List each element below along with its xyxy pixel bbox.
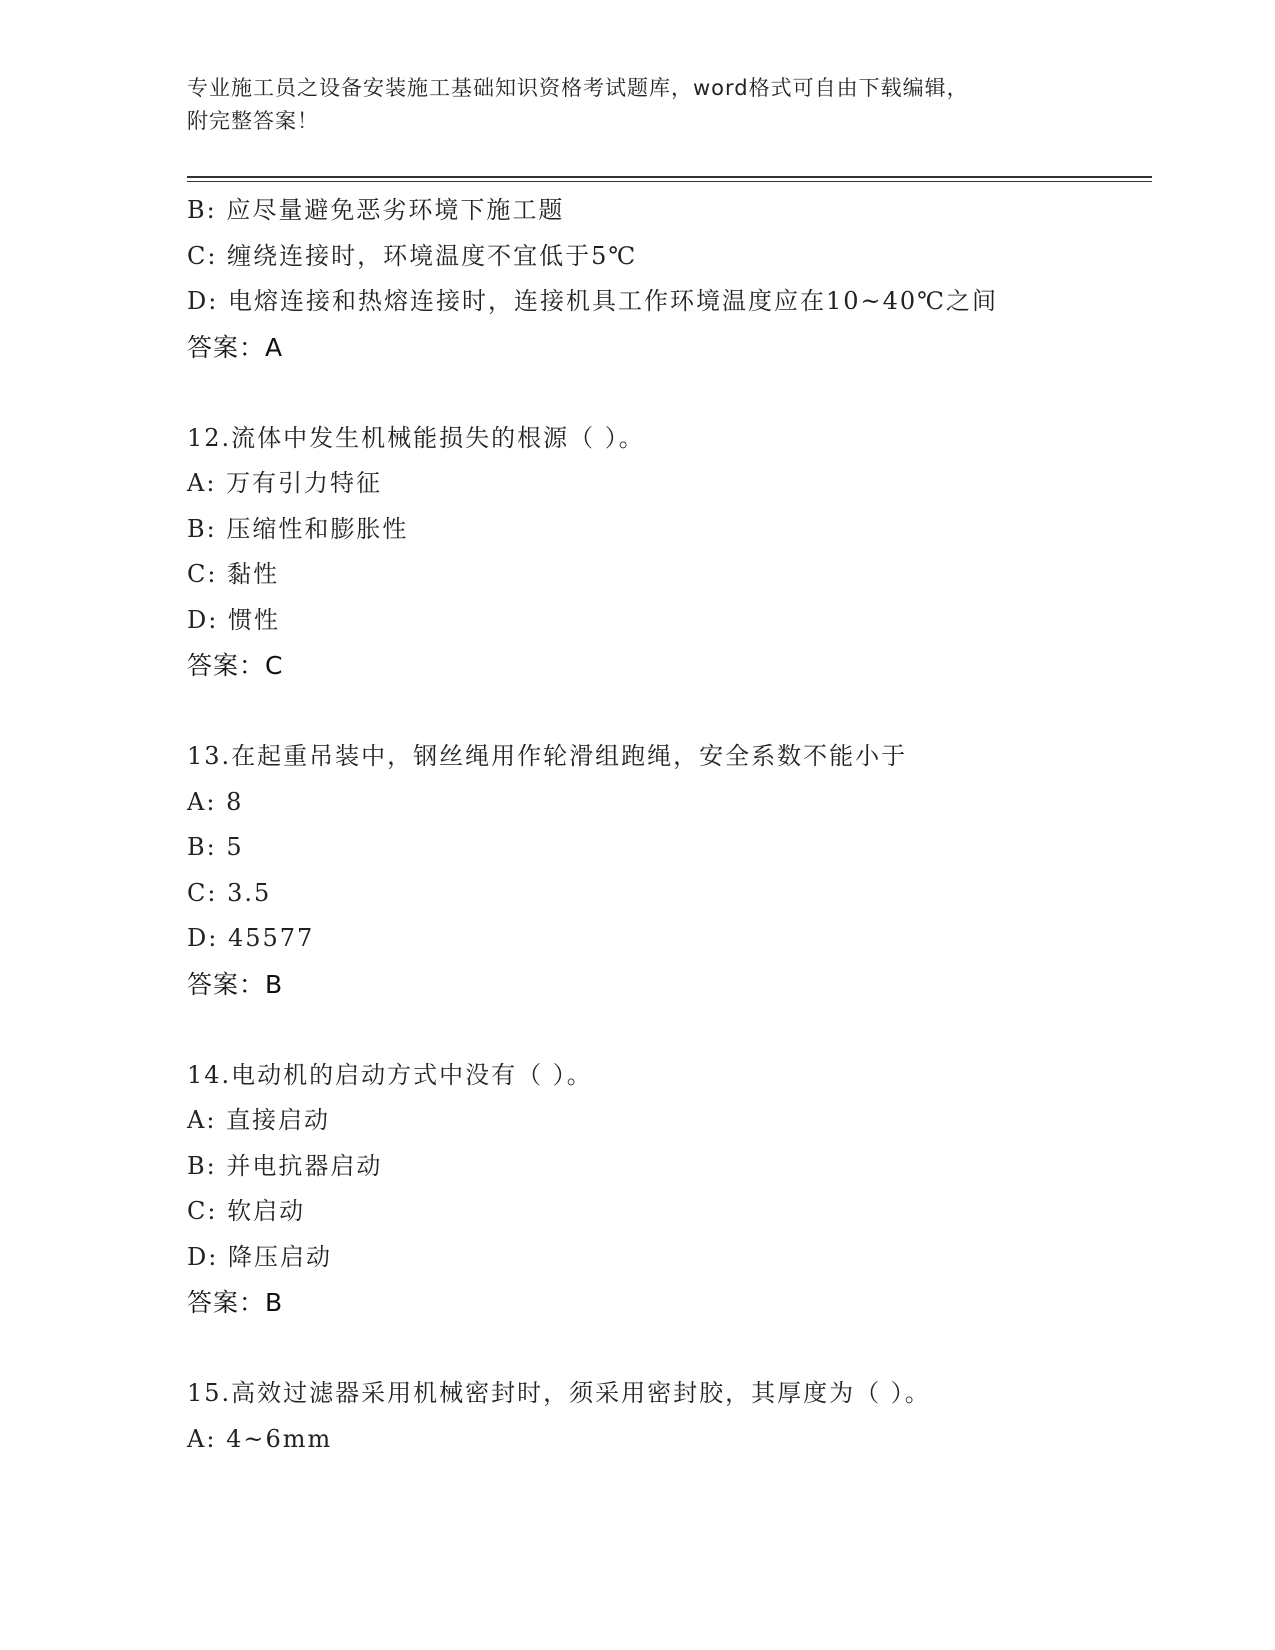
option-letter: C: bbox=[187, 241, 218, 270]
header-line-1: 专业施工员之设备安装施工基础知识资格考试题库，word格式可自由下载编辑， bbox=[187, 76, 969, 100]
option-letter: B: bbox=[187, 196, 217, 224]
option-letter: C: bbox=[187, 878, 218, 907]
question-stem-12: 12.流体中发生机械能损失的根源（ ）。 bbox=[187, 423, 645, 452]
answer-q12: 答案：C bbox=[187, 651, 284, 680]
option-text: 应尽量避免恶劣环境下施工题 bbox=[226, 196, 565, 224]
option-text: 并电抗器启动 bbox=[226, 1151, 383, 1180]
option-q13-c bbox=[187, 871, 1152, 917]
question-stem-14: 14.电动机的启动方式中没有（ ）。 bbox=[187, 1060, 593, 1089]
option-q14-a bbox=[187, 1098, 1152, 1144]
option-q13-d bbox=[187, 916, 1152, 962]
option-q12-b bbox=[187, 507, 1152, 553]
option-text: 惯性 bbox=[227, 605, 280, 634]
option-letter: D: bbox=[187, 287, 219, 315]
option-q11-d bbox=[187, 279, 1152, 325]
option-text: 直接启动 bbox=[226, 1106, 331, 1134]
option-text: 5 bbox=[226, 833, 244, 861]
option-q14-b bbox=[187, 1144, 1152, 1190]
option-q13-b bbox=[187, 825, 1152, 871]
option-q11-c bbox=[187, 234, 1152, 280]
option-text: 压缩性和膨胀性 bbox=[226, 514, 409, 543]
option-letter: A: bbox=[187, 1424, 217, 1453]
header-rule-thin bbox=[187, 181, 1152, 182]
option-letter: D: bbox=[187, 605, 219, 634]
option-q12-d bbox=[187, 598, 1152, 644]
header-rule-thick bbox=[187, 176, 1152, 178]
header-line-2: 附完整答案！ bbox=[187, 109, 319, 133]
option-letter: C: bbox=[187, 1197, 218, 1225]
question-list bbox=[187, 188, 1152, 1462]
answer-q14: 答案：B bbox=[187, 1288, 284, 1317]
option-q12-a bbox=[187, 461, 1152, 507]
option-text: 降压启动 bbox=[227, 1242, 332, 1271]
option-q15-a bbox=[187, 1417, 1152, 1463]
option-text: 缠绕连接时，环境温度不宜低于5℃ bbox=[227, 241, 638, 270]
option-q13-a bbox=[187, 780, 1152, 826]
question-stem-15: 15.高效过滤器采用机械密封时，须采用密封胶，其厚度为（ ）。 bbox=[187, 1379, 931, 1407]
option-text: 黏性 bbox=[227, 560, 280, 588]
question-stem-13: 13.在起重吊装中，钢丝绳用作轮滑组跑绳，安全系数不能小于 bbox=[187, 742, 908, 770]
option-q14-c bbox=[187, 1189, 1152, 1235]
document-header bbox=[187, 72, 1067, 138]
option-text: 万有引力特征 bbox=[226, 469, 383, 497]
answer-q13: 答案：B bbox=[187, 969, 284, 999]
option-letter: A: bbox=[187, 469, 217, 497]
option-text: 45577 bbox=[227, 924, 315, 952]
option-letter: C: bbox=[187, 560, 218, 588]
option-text: 软启动 bbox=[227, 1197, 306, 1225]
option-q14-d bbox=[187, 1235, 1152, 1281]
option-text: 8 bbox=[226, 787, 244, 816]
option-text: 电熔连接和热熔连接时，连接机具工作环境温度应在10~40℃之间 bbox=[227, 287, 999, 315]
option-letter: A: bbox=[187, 787, 217, 816]
option-letter: B: bbox=[187, 833, 217, 861]
option-letter: B: bbox=[187, 514, 217, 543]
option-q12-c bbox=[187, 552, 1152, 598]
option-letter: D: bbox=[187, 1242, 219, 1271]
answer-q11: 答案：A bbox=[187, 332, 284, 362]
option-q11-b bbox=[187, 188, 1152, 234]
option-text: 3.5 bbox=[227, 878, 272, 907]
option-letter: B: bbox=[187, 1151, 217, 1180]
option-text: 4~6mm bbox=[226, 1424, 333, 1453]
option-letter: D: bbox=[187, 924, 219, 952]
option-letter: A: bbox=[187, 1106, 217, 1134]
